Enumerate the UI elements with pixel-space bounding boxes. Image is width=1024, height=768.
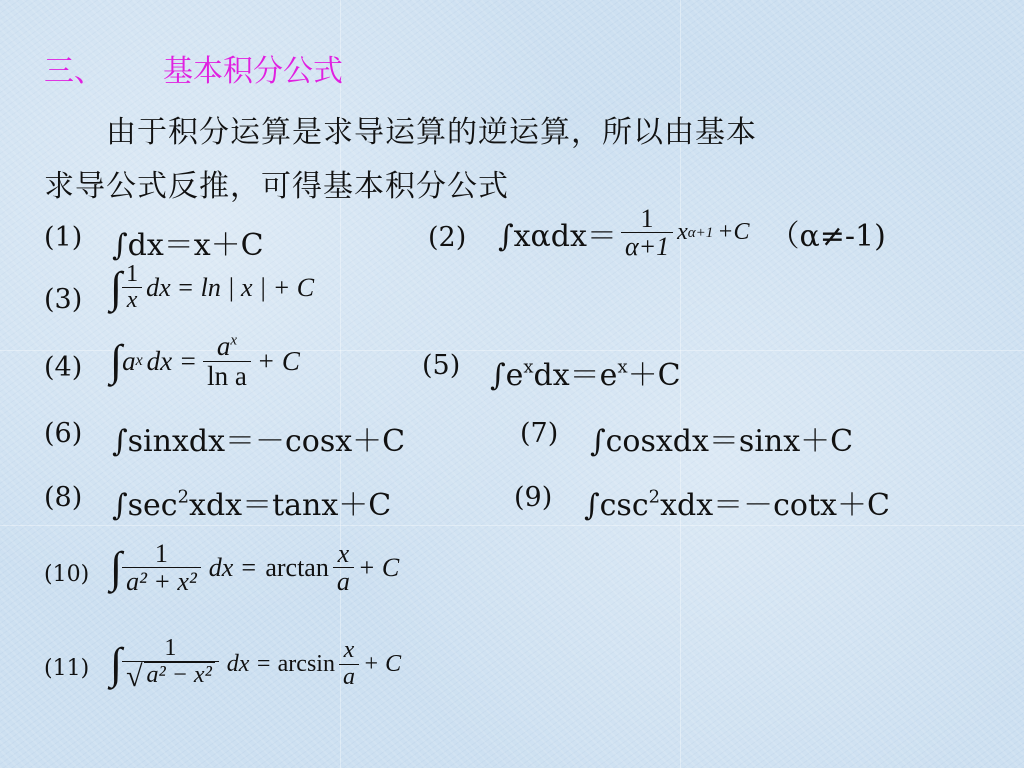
formula-11-label: (11) <box>44 656 90 681</box>
formula-1-label: (1) <box>44 222 83 253</box>
fraction-numerator: 1 <box>126 261 139 287</box>
formula-10-argument <box>333 540 354 596</box>
formula-5-exponent: x <box>617 356 628 378</box>
formula-2-label: (2) <box>428 222 467 253</box>
formula-5 <box>490 350 681 394</box>
formula-2-lhs: ∫xαdx＝ <box>498 218 617 254</box>
formula-1: ∫dx＝x＋C <box>112 228 264 263</box>
radical-icon: √ <box>126 660 143 694</box>
formula-5-part: ∫e <box>490 358 524 393</box>
formula-7: ∫cosxdx＝sinx＋C <box>590 424 854 459</box>
formula-9-exponent: 2 <box>648 486 661 508</box>
formula-8-label: (8) <box>44 482 83 513</box>
fraction-denominator <box>122 662 219 692</box>
formula-10-constant: + C <box>357 552 400 582</box>
square-root <box>126 662 215 692</box>
fraction-numerator: 1 <box>154 539 168 568</box>
formula-4-base: a <box>122 345 136 376</box>
fraction-numerator: 1 <box>640 204 654 233</box>
formula-2-power-base: x <box>677 219 688 246</box>
formula-8-exponent: 2 <box>177 486 190 508</box>
fraction-denominator: a <box>342 663 355 690</box>
formula-11 <box>110 636 401 692</box>
formula-2-constant: +C <box>717 219 750 246</box>
intro-line-1: 由于积分运算是求导运算的逆运算，所以由基本 <box>106 115 757 150</box>
formula-8 <box>112 480 391 524</box>
formula-8-part: xdx＝tanx＋C <box>189 488 392 523</box>
section-title: 基本积分公式 <box>163 54 343 89</box>
formula-4-dx: dx = <box>146 345 198 376</box>
fraction-numerator: x <box>343 637 355 664</box>
formula-11-function: arcsin <box>277 650 335 677</box>
formula-3-dx: dx <box>146 272 171 302</box>
formula-9-label: (9) <box>514 482 553 513</box>
formula-3-fraction <box>122 262 142 313</box>
formula-10 <box>110 540 399 596</box>
integral-sign: ∫ <box>110 262 123 312</box>
integral-sign: ∫ <box>110 639 123 689</box>
formula-10-dx: dx = <box>208 552 258 582</box>
fraction-denominator: ln a <box>207 361 247 392</box>
fraction-denominator: a <box>336 567 350 597</box>
formula-3 <box>110 262 314 313</box>
formula-10-fraction <box>122 540 201 596</box>
integral-sign: ∫ <box>110 336 123 386</box>
formula-4-constant: + C <box>256 345 300 376</box>
formula-11-argument <box>339 638 359 689</box>
formula-5-exponent: x <box>523 356 534 378</box>
integral-sign: ∫ <box>110 542 123 592</box>
formula-9-part: xdx＝－cotx＋C <box>660 488 890 523</box>
formula-11-dx: dx = <box>226 650 272 677</box>
formula-5-part: ＋C <box>627 358 681 393</box>
formula-11-constant: + C <box>362 650 402 677</box>
formula-4: ∫ a x dx = $\frac{a^x}{\text{ln a}}$ + C <box>110 331 300 392</box>
formula-5-label: (5) <box>422 350 461 381</box>
radicand: a² − x² <box>144 662 215 692</box>
formula-3-rhs: = ln | x | + C <box>176 272 315 302</box>
formula-6-label: (6) <box>44 418 83 449</box>
formula-4-label: (4) <box>44 352 83 383</box>
fraction-numerator: 1 <box>164 635 177 661</box>
fraction-numerator: $a^x$ <box>216 331 238 361</box>
intro-line-2: 求导公式反推，可得基本积分公式 <box>44 169 509 204</box>
fraction-denominator: α+1 <box>624 232 670 262</box>
formula-5-part: dx＝e <box>533 358 618 393</box>
formula-4-fraction <box>203 332 251 391</box>
formula-2: ∫xαdx＝ $\frac{1}{\alpha+1}$ x α+1 +C （α≠-1) <box>498 204 886 262</box>
formula-3-label: (3) <box>44 284 83 315</box>
background-seam <box>0 525 1024 526</box>
formula-10-function: arctan <box>265 552 329 582</box>
formula-8-part: ∫sec <box>112 488 178 523</box>
formula-9-part: ∫csc <box>584 488 649 523</box>
fraction-denominator: a² + x² <box>126 567 197 597</box>
formula-11-fraction <box>122 636 219 692</box>
fraction-denominator: x <box>126 287 138 314</box>
fraction-numerator: x <box>337 539 350 568</box>
formula-7-label: (7) <box>520 418 559 449</box>
formula-2-condition: （α≠-1) <box>769 218 886 254</box>
formula-9 <box>584 480 890 524</box>
formula-10-label: (10) <box>44 562 90 587</box>
section-number: 三、 <box>44 54 104 89</box>
formula-2-fraction <box>621 205 673 261</box>
formula-6: ∫sinxdx＝－cosx＋C <box>112 424 406 459</box>
